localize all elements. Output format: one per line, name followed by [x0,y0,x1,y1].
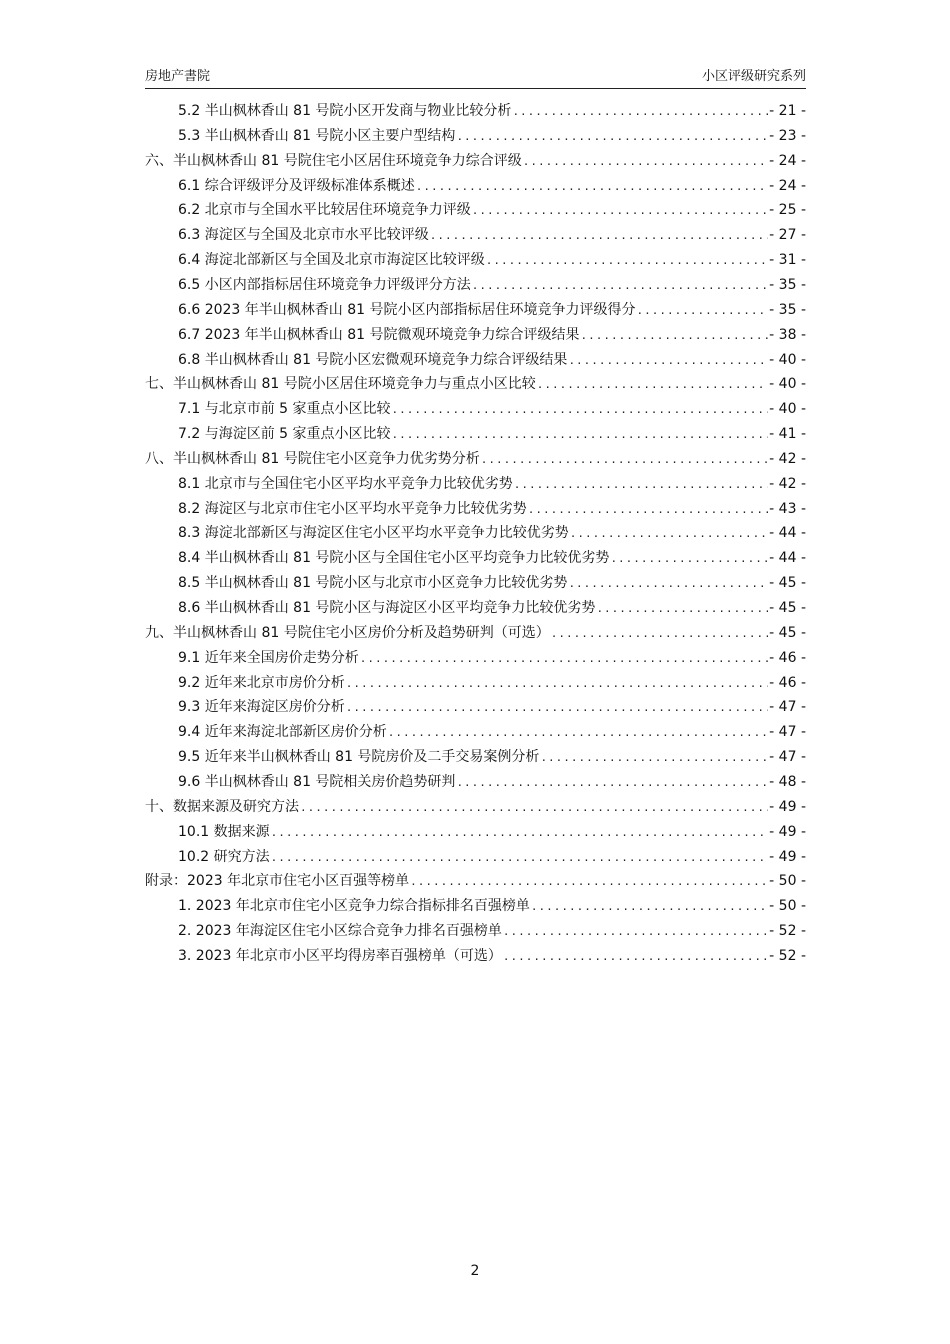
toc-entry-page: - 24 - [769,152,806,169]
toc-entry-page: - 49 - [769,798,806,815]
toc-leader-dots [610,546,768,571]
toc-leader-dots [528,497,768,522]
toc-entry-title: 六、半山枫林香山 81 号院住宅小区居住环境竞争力综合评级 [145,152,522,169]
toc-leader-dots [416,174,768,199]
toc-entry[interactable] [178,174,806,199]
toc-entry[interactable] [178,422,806,447]
toc-entry-title: 8.1 北京市与全国住宅小区平均水平竞争力比较优劣势 [178,475,513,492]
toc-entry[interactable] [178,521,806,546]
toc-entry-title: 9.6 半山枫林香山 81 号院相关房价趋势研判 [178,773,456,790]
toc-entry-title: 6.1 综合评级评分及评级标准体系概述 [178,177,415,194]
toc-entry-title: 9.5 近年来半山枫林香山 81 号院房价及二手交易案例分析 [178,749,540,766]
toc-entry-page: - 46 - [769,649,806,666]
toc-leader-dots [388,720,768,745]
toc-entry[interactable] [178,944,806,969]
toc-entry[interactable] [145,447,806,472]
toc-entry-page: - 52 - [769,923,806,940]
toc-entry-title: 九、半山枫林香山 81 号院住宅小区房价分析及趋势研判（可选） [145,624,550,641]
toc-entry-page: - 44 - [769,525,806,542]
toc-leader-dots [551,621,768,646]
toc-entry-page: - 42 - [769,450,806,467]
toc-leader-dots [568,348,768,373]
toc-entry-title: 八、半山枫林香山 81 号院住宅小区竞争力优劣势分析 [145,450,480,467]
toc-entry-page: - 38 - [769,326,806,343]
toc-leader-dots [596,596,768,621]
toc-entry[interactable] [178,646,806,671]
toc-leader-dots [568,571,768,596]
toc-entry-title: 6.2 北京市与全国水平比较居住环境竞争力评级 [178,202,471,219]
toc-entry-title: 9.3 近年来海淀区房价分析 [178,699,345,716]
toc-entry-page: - 45 - [769,575,806,592]
toc-entry-title: 6.5 小区内部指标居住环境竞争力评级评分方法 [178,276,471,293]
page-number: 2 [470,1263,480,1279]
toc-entry-title: 6.8 半山枫林香山 81 号院小区宏微观环境竞争力综合评级结果 [178,351,568,368]
toc-entry-page: - 46 - [769,674,806,691]
toc-entry-title: 8.2 海淀区与北京市住宅小区平均水平竞争力比较优劣势 [178,500,527,517]
toc-entry-title: 5.2 半山枫林香山 81 号院小区开发商与物业比较分析 [178,103,512,119]
toc-entry-title: 5.3 半山枫林香山 81 号院小区主要户型结构 [178,127,456,144]
toc-entry[interactable] [178,497,806,522]
toc-entry-page: - 52 - [769,947,806,964]
toc-entry[interactable] [178,571,806,596]
toc-entry-page: - 50 - [769,898,806,915]
toc-entry-title: 7.1 与北京市前 5 家重点小区比较 [178,401,391,418]
toc-leader-dots [581,323,769,348]
toc-entry[interactable] [178,223,806,248]
toc-entry[interactable] [178,919,806,944]
toc-leader-dots [540,745,768,770]
page-header [145,68,806,89]
toc-leader-dots [430,223,768,248]
toc-entry[interactable] [145,372,806,397]
toc-entry[interactable] [145,869,806,894]
toc-leader-dots [346,671,768,696]
header-series-title: 小区评级研究系列 [701,69,806,84]
toc-entry-page: - 47 - [769,724,806,741]
toc-entry[interactable] [145,149,806,174]
toc-entry[interactable] [178,845,806,870]
toc-entry[interactable] [145,621,806,646]
toc-leader-dots [410,869,768,894]
toc-entry[interactable] [178,124,806,149]
toc-leader-dots [472,273,768,298]
toc-entry[interactable] [178,397,806,422]
toc-entry-page: - 45 - [769,624,806,641]
toc-entry-title: 6.3 海淀区与全国及北京市水平比较评级 [178,227,429,244]
toc-leader-dots [300,795,768,820]
toc-entry-page: - 43 - [769,500,806,517]
toc-leader-dots [570,521,768,546]
toc-entry[interactable] [178,472,806,497]
toc-entry-title: 8.6 半山枫林香山 81 号院小区与海淀区小区平均竞争力比较优劣势 [178,600,596,616]
toc-entry-title: 8.4 半山枫林香山 81 号院小区与全国住宅小区平均竞争力比较优劣势 [178,550,610,567]
toc-entry-page: - 35 - [769,301,806,318]
toc-leader-dots [456,770,768,795]
toc-entry-page: - 50 - [769,873,806,890]
toc-entry-title: 十、数据来源及研究方法 [145,798,299,815]
toc-leader-dots [512,99,768,124]
toc-entry[interactable] [178,198,806,223]
toc-entry-page: - 35 - [769,276,806,293]
toc-entry-page: - 41 - [769,426,806,443]
toc-entry[interactable] [178,720,806,745]
toc-entry-page: - 21 - [769,103,806,119]
toc-entry-page: - 47 - [769,699,806,716]
toc-entry[interactable] [178,323,806,348]
toc-entry-title: 3. 2023 年北京市小区平均得房率百强榜单（可选） [178,947,502,964]
toc-entry-page: - 25 - [769,202,806,219]
header-publisher: 房地产書院 [145,69,211,84]
toc-entry[interactable] [178,695,806,720]
toc-entry-title: 9.1 近年来全国房价走势分析 [178,649,359,666]
toc-entry-page: - 40 - [769,376,806,393]
toc-entry[interactable] [178,273,806,298]
toc-entry-page: - 45 - [769,600,806,616]
toc-leader-dots [486,248,768,273]
toc-leader-dots [360,646,768,671]
toc-entry[interactable] [178,894,806,919]
toc-leader-dots [392,422,769,447]
toc-entry-title: 9.2 近年来北京市房价分析 [178,674,345,691]
toc-entry-page: - 49 - [769,848,806,865]
toc-entry-page: - 27 - [769,227,806,244]
toc-leader-dots [346,695,768,720]
toc-leader-dots [271,845,769,870]
toc-entry-title: 8.3 海淀北部新区与海淀区住宅小区平均水平竞争力比较优劣势 [178,525,569,542]
toc-entry-page: - 49 - [769,823,806,840]
toc-entry[interactable] [178,770,806,795]
toc-entry[interactable] [178,745,806,770]
toc-entry-page: - 40 - [769,351,806,368]
toc-leader-dots [472,198,768,223]
toc-entry[interactable] [178,546,806,571]
toc-entry[interactable] [178,99,806,124]
toc-entry[interactable] [178,348,806,373]
toc-entry-page: - 23 - [769,127,806,144]
toc-entry-title: 6.6 2023 年半山枫林香山 81 号院小区内部指标居住环境竞争力评级得分 [178,301,636,318]
toc-entry-title: 七、半山枫林香山 81 号院小区居住环境竞争力与重点小区比较 [145,376,536,393]
toc-leader-dots [637,298,769,323]
toc-entry-page: - 40 - [769,401,806,418]
toc-leader-dots [503,919,768,944]
toc-entry-title: 8.5 半山枫林香山 81 号院小区与北京市小区竞争力比较优劣势 [178,575,568,592]
toc-leader-dots [392,397,769,422]
toc-entry-title: 10.1 数据来源 [178,823,270,840]
toc-entry[interactable] [178,298,806,323]
toc-leader-dots [531,894,768,919]
toc-entry-title: 1. 2023 年北京市住宅小区竞争力综合指标排名百强榜单 [178,898,530,915]
toc-entry[interactable] [178,671,806,696]
toc-entry-title: 6.7 2023 年半山枫林香山 81 号院微观环境竞争力综合评级结果 [178,326,580,343]
toc-leader-dots [537,372,768,397]
toc-entry-page: - 42 - [769,475,806,492]
toc-entry-page: - 47 - [769,749,806,766]
toc-leader-dots [456,124,768,149]
toc-entry-title: 6.4 海淀北部新区与全国及北京市海淀区比较评级 [178,252,485,269]
toc-entry[interactable] [145,795,806,820]
toc-entry-page: - 44 - [769,550,806,567]
toc-entry-page: - 31 - [769,252,806,269]
toc-entry-title: 2. 2023 年海淀区住宅小区综合竞争力排名百强榜单 [178,923,502,940]
toc-entry-page: - 24 - [769,177,806,194]
toc-leader-dots [523,149,768,174]
toc-entry[interactable] [178,820,806,845]
toc-leader-dots [481,447,768,472]
toc-leader-dots [514,472,768,497]
toc-entry-title: 附录：2023 年北京市住宅小区百强等榜单 [145,873,410,890]
toc-leader-dots [271,820,769,845]
toc-entry-page: - 48 - [769,773,806,790]
toc-entry-title: 10.2 研究方法 [178,848,270,865]
toc-leader-dots [503,944,768,969]
toc-entry[interactable] [178,248,806,273]
toc-entry-title: 7.2 与海淀区前 5 家重点小区比较 [178,426,391,443]
toc-entry[interactable] [178,596,806,621]
toc-entry-title: 9.4 近年来海淀北部新区房价分析 [178,724,387,741]
